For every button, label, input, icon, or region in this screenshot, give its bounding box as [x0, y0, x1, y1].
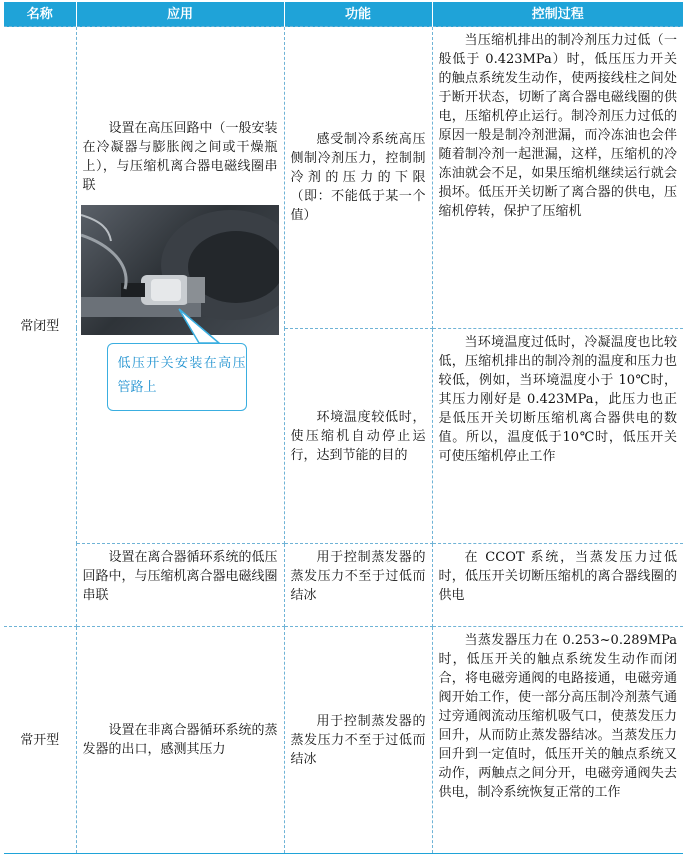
- process-cell: [432, 328, 683, 543]
- process-cell: [432, 627, 683, 854]
- function-cell: [284, 627, 432, 854]
- application-text: 设置在非离合器循环系统的蒸发器的出口，感测其压力: [82, 723, 278, 758]
- header-control-process: 控制过程: [432, 2, 683, 27]
- process-text: 当环境温度过低时，冷凝温度也比较低，压缩机排出的制冷剂的温度和压力也较低，例如，当环境温度小于 10℃时，其压力刚好是 0.423MPa，此压力也正是低压开关切断压缩机离合器供电的数值。所以，温度低于10℃时，低压开关可使压缩机停止工作: [438, 334, 677, 464]
- application-cell: [76, 27, 284, 544]
- function-text: 环境温度较低时，使压缩机自动停止运行，达到节能的目的: [290, 409, 426, 463]
- application-cell: [76, 627, 284, 854]
- function-cell: [284, 27, 432, 329]
- application-cell: [76, 544, 284, 627]
- type-normally-closed: 常闭型: [4, 27, 76, 627]
- process-text: 当蒸发器压力在 0.253~0.289MPa 时，低压开关的触点系统发生动作而闭合，将电磁旁通阀的电路接通，电磁旁通阀开始工作，使一部分高压制冷剂蒸气通过旁通阀流动压缩机吸气口，使蒸发压力回升，从而防止蒸发器结冰。当蒸发压力回升到一定值时，低压开关的触点系统又动作，两触点之间分开，电磁旁通阀失去供电，制冷系统恢复正常的工作: [438, 633, 677, 801]
- type-normally-open: 常开型: [4, 627, 76, 854]
- function-text: 感受制冷系统高压侧制冷剂压力，控制制冷剂的压力的下限（即：不能低于某一个值）: [290, 131, 426, 223]
- header-row: [4, 2, 683, 27]
- function-cell: [284, 328, 432, 543]
- function-cell: [284, 544, 432, 627]
- table-row: [4, 27, 683, 329]
- switch-table: [4, 2, 683, 854]
- header-application: 应用: [76, 2, 284, 27]
- photo-figure: [83, 205, 278, 433]
- photo-caption: 低压开关安装在高压管路上: [107, 343, 247, 411]
- application-text: 设置在高压回路中（一般安装在冷凝器与膨胀阀之间或干燥瓶上），与压缩机离合器电磁线圈串联: [82, 121, 278, 193]
- process-cell: [432, 544, 683, 627]
- table-row: [4, 627, 683, 854]
- process-text: 在 CCOT 系统，当蒸发压力过低时，低压开关切断压缩机的离合器线圈的供电: [438, 550, 677, 604]
- function-text: 用于控制蒸发器的蒸发压力不至于过低而结冰: [290, 550, 426, 604]
- function-text: 用于控制蒸发器的蒸发压力不至于过低而结冰: [290, 713, 426, 767]
- application-text: 设置在离合器循环系统的低压回路中，与压缩机离合器电磁线圈串联: [82, 550, 278, 604]
- table-row: [4, 544, 683, 627]
- header-name: 名称: [4, 2, 76, 27]
- process-text: 当压缩机排出的制冷剂压力过低（一般低于 0.423MPa）时，低压压力开关的触点系统发生动作，使两接线柱之间处于断开状态，切断了离合器电磁线圈的供电，压缩机停止运行。制冷剂压力过低的原因一般是制冷剂泄漏，而冷冻油也会伴随着制冷剂一起泄漏，这样，压缩机的冷冻油就会不足，如果压缩机继续运行就会损坏。低压开关切断了离合器的供电，压缩机停转，保护了压缩机: [438, 33, 677, 219]
- header-function: 功能: [284, 2, 432, 27]
- process-cell: [432, 27, 683, 329]
